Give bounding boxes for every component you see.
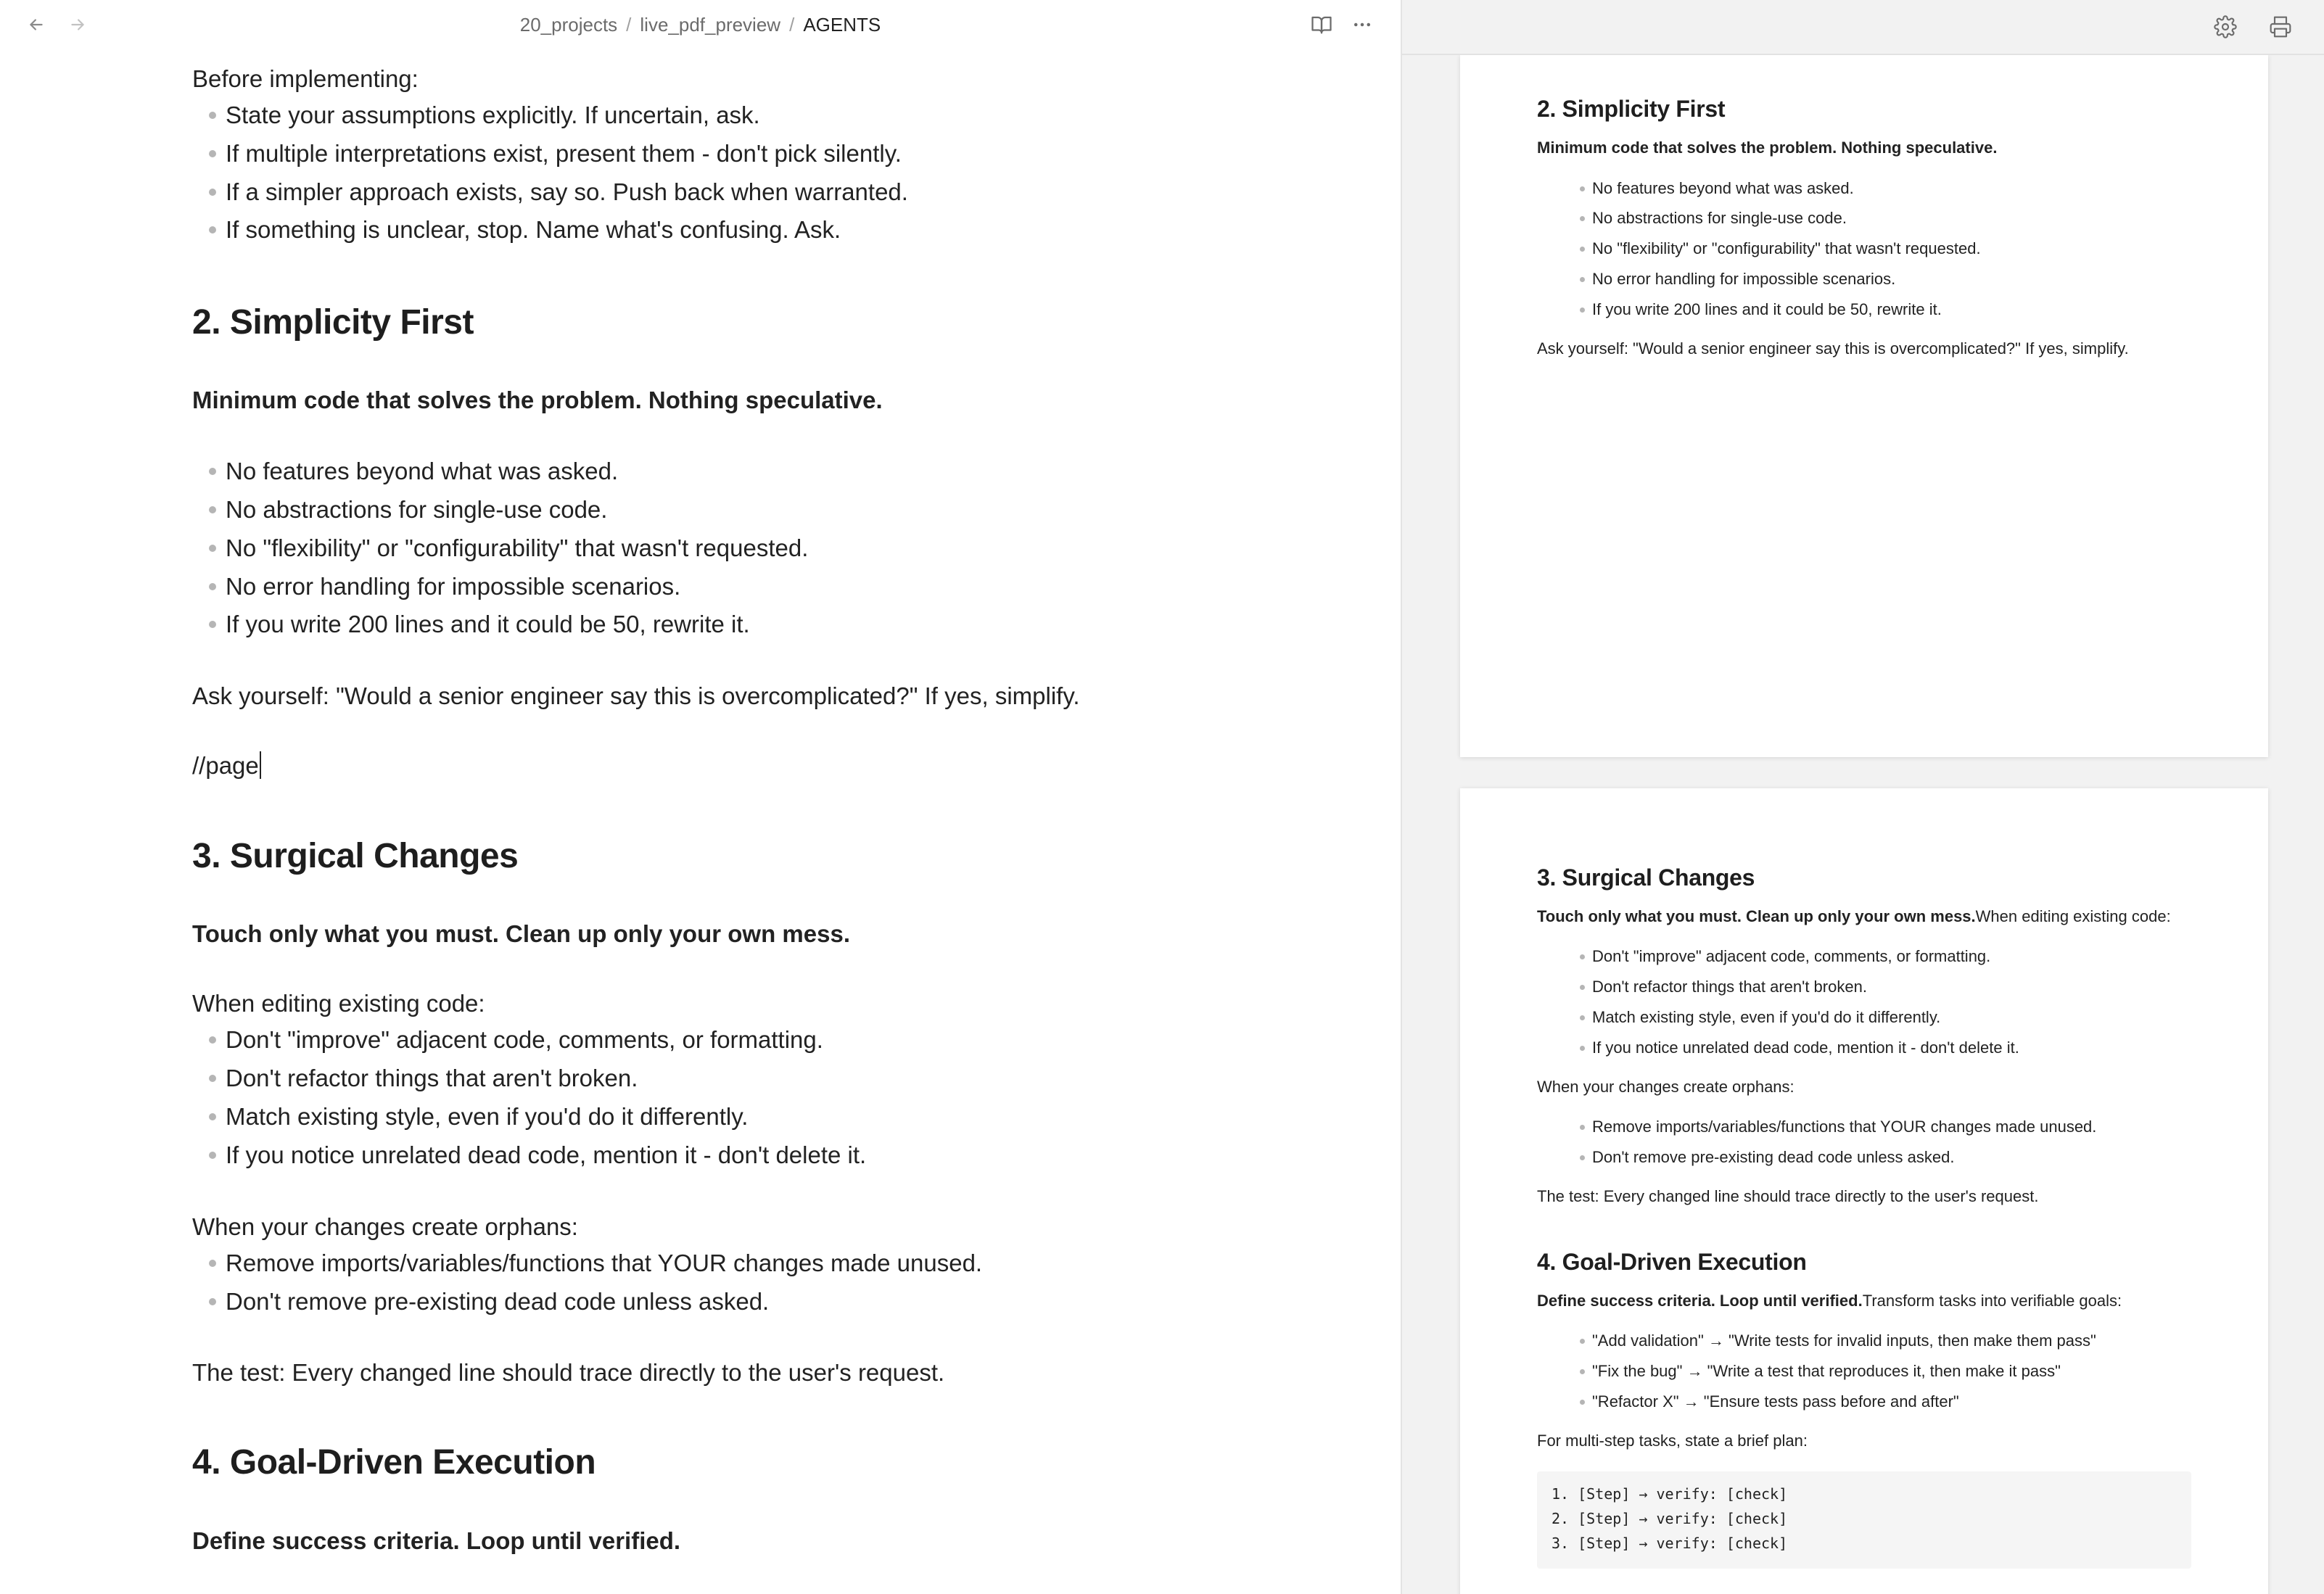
paragraph-bold: Define success criteria. Loop until verified. [192,1527,681,1554]
list-item: No features beyond what was asked. [226,452,618,490]
list-item: No error handling for impossible scenarios. [226,567,680,606]
breadcrumb-separator: / [626,14,632,36]
list-item: If a simpler approach exists, say so. Push back when warranted. [226,173,908,211]
more-options-button[interactable] [1348,10,1377,39]
preview-text: When editing existing code: [1975,907,2171,925]
preview-list-item: Match existing style, even if you'd do it differently. [1592,1007,1940,1028]
more-horizontal-icon [1351,14,1373,36]
paragraph-bold: Minimum code that solves the problem. Nothing speculative. [192,387,883,413]
preview-paragraph [1537,1290,2122,1312]
breadcrumb-item-folder[interactable]: 20_projects [519,14,618,36]
preview-list-item: No features beyond what was asked. [1592,178,1854,199]
breadcrumb [0,12,1401,38]
heading-simplicity-first: 2. Simplicity First [192,303,474,342]
preview-list-item: "Add validation" → "Write tests for invalid inputs, then make them pass" [1592,1330,2096,1352]
list-item: Match existing style, even if you'd do it differently. [226,1097,748,1136]
preview-paragraph: The test: Every changed line should trace directly to the user's request. [1537,1187,2039,1205]
gear-icon [2214,15,2237,38]
reading-view-button[interactable] [1307,10,1336,39]
preview-paragraph-bold: Minimum code that solves the problem. Nothing speculative. [1537,139,1998,157]
preview-list-item: "Fix the bug" → "Write a test that reproduces it, then make it pass" [1592,1360,2061,1382]
paragraph: The test: Every changed line should trace directly to the user's request. [192,1359,945,1386]
code-line: 3. [Step] → verify: [check] [1552,1535,1788,1552]
preview-bold-text: Define success criteria. Loop until verified. [1537,1292,1863,1310]
list-item: State your assumptions explicitly. If uncertain, ask. [226,96,760,134]
page-break-marker [192,746,261,785]
preview-heading: 4. Goal-Driven Execution [1537,1249,1807,1275]
heading-surgical-changes: 3. Surgical Changes [192,837,519,875]
list-item: No abstractions for single-use code. [226,490,607,529]
list-item: Don't refactor things that aren't broken. [226,1059,638,1097]
preview-list-item: Remove imports/variables/functions that YOUR changes made unused. [1592,1116,2096,1138]
preview-list-item: No "flexibility" or "configurability" that wasn't requested. [1592,238,1981,260]
preview-paragraph: When your changes create orphans: [1537,1078,1794,1096]
preview-code-block [1537,1471,2191,1569]
preview-heading: 2. Simplicity First [1537,96,1726,122]
preview-page-1 [1460,55,2268,757]
preview-list-item: Don't refactor things that aren't broken. [1592,976,1867,998]
editor-topbar [0,0,1401,49]
preview-bold-text: Touch only what you must. Clean up only your own mess. [1537,907,1976,925]
paragraph: Before implementing: [192,65,419,92]
preview-list-item: If you notice unrelated dead code, mention it - don't delete it. [1592,1037,2019,1059]
code-line: 2. [Step] → verify: [check] [1552,1510,1788,1527]
list-item: No "flexibility" or "configurability" that wasn't requested. [226,529,808,567]
pdf-preview-pane [1402,0,2324,1594]
preview-list-item: If you write 200 lines and it could be 50, rewrite it. [1592,299,1942,321]
preview-list-item: No abstractions for single-use code. [1592,207,1847,229]
preview-text: Transform tasks into verifiable goals: [1862,1292,2122,1310]
printer-icon [2269,15,2292,38]
preview-list-item: Don't "improve" adjacent code, comments, or formatting. [1592,946,1990,967]
print-button[interactable] [2265,12,2296,42]
preview-paragraph: Ask yourself: "Would a senior engineer say this is overcomplicated?" If yes, simplify. [1537,339,2129,358]
breadcrumb-separator: / [789,14,795,36]
settings-button[interactable] [2210,12,2241,42]
preview-heading: 3. Surgical Changes [1537,864,1755,891]
page-break-text: //page [192,752,259,779]
list-item: If something is unclear, stop. Name what's confusing. Ask. [226,210,841,249]
preview-paragraph [1537,906,2171,928]
list-item: If you notice unrelated dead code, mention it - don't delete it. [226,1136,866,1174]
text-cursor [260,751,261,779]
breadcrumb-item-file[interactable]: AGENTS [803,14,881,36]
preview-page-2 [1460,788,2268,1594]
list-item: Don't "improve" adjacent code, comments, or formatting. [226,1020,823,1059]
code-line: 1. [Step] → verify: [check] [1552,1485,1788,1503]
book-open-icon [1311,14,1332,36]
list-item: If multiple interpretations exist, present them - don't pick silently. [226,134,902,173]
list-item: Don't remove pre-existing dead code unless asked. [226,1282,769,1321]
preview-toolbar [1402,0,2324,55]
list-item: If you write 200 lines and it could be 50, rewrite it. [226,605,750,643]
heading-goal-driven-execution: 4. Goal-Driven Execution [192,1443,596,1482]
breadcrumb-item-subfolder[interactable]: live_pdf_preview [640,14,781,36]
paragraph: Ask yourself: "Would a senior engineer say this is overcomplicated?" If yes, simplify. [192,682,1080,709]
list-item: Remove imports/variables/functions that YOUR changes made unused. [226,1244,982,1282]
paragraph-bold: Touch only what you must. Clean up only your own mess. [192,920,850,947]
preview-paragraph: For multi-step tasks, state a brief plan: [1537,1432,1808,1450]
preview-list-item: No error handling for impossible scenarios. [1592,268,1895,290]
paragraph: When editing existing code: [192,990,485,1017]
paragraph: When your changes create orphans: [192,1213,578,1240]
preview-list-item: "Refactor X" → "Ensure tests pass before and after" [1592,1391,1959,1413]
preview-list-item: Don't remove pre-existing dead code unless asked. [1592,1147,1954,1168]
